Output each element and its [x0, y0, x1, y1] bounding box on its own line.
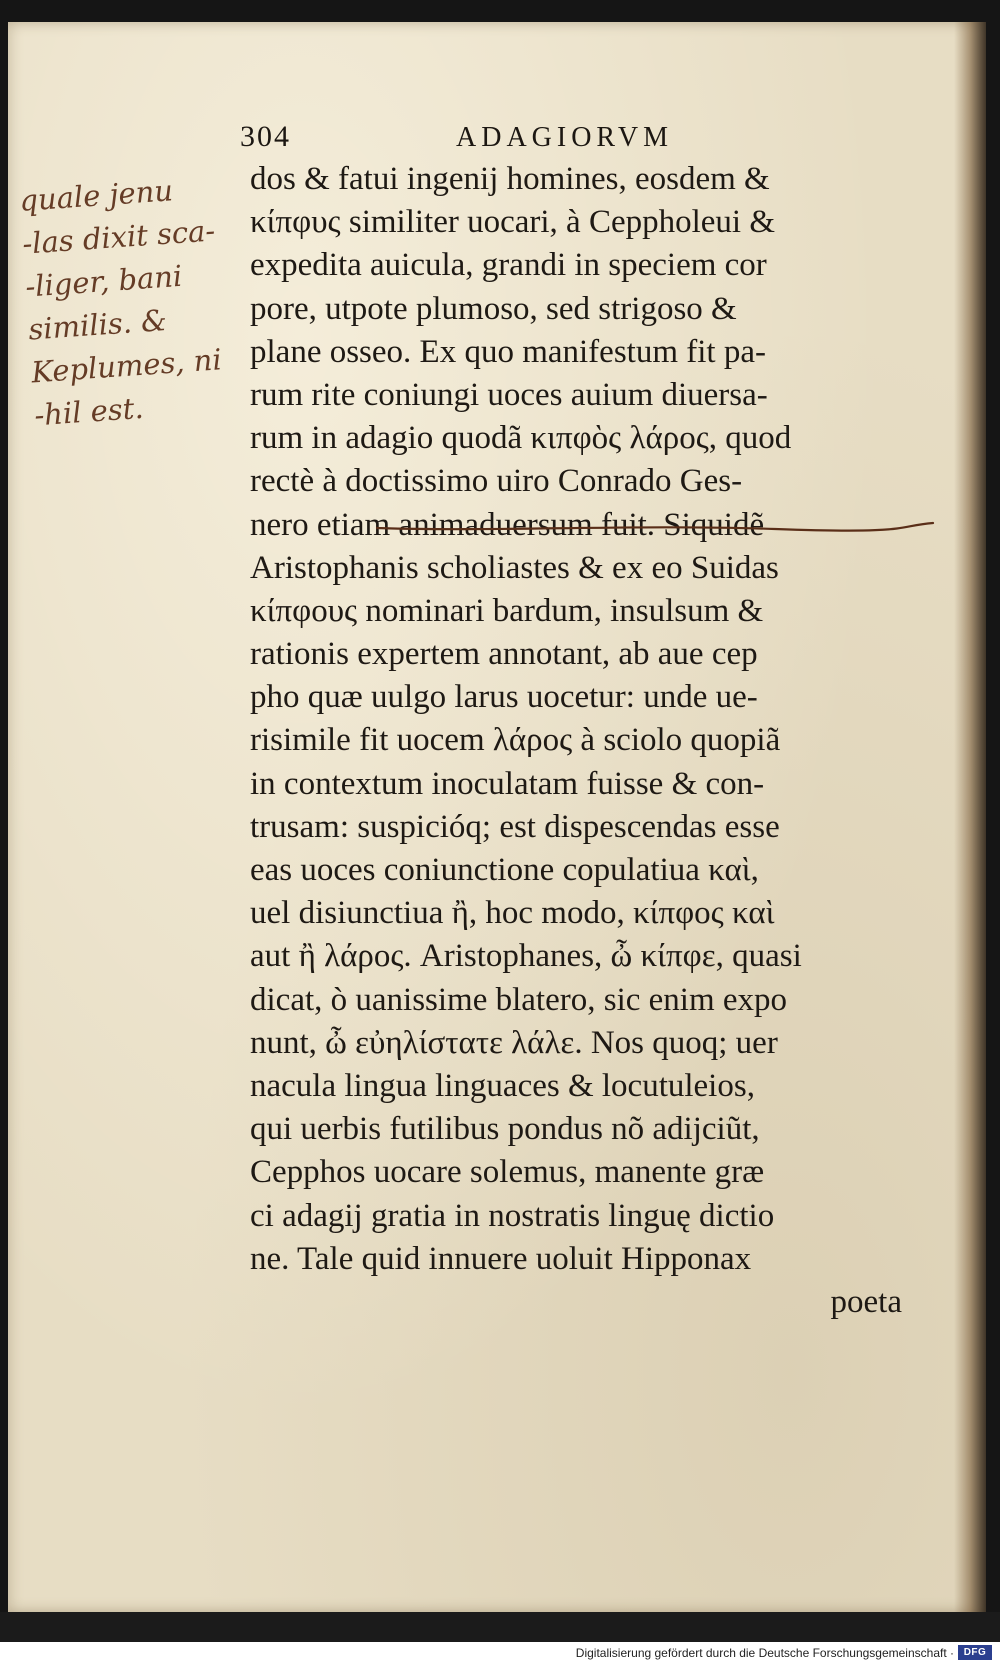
text-line: in contextum inoculatam fuisse & con- — [250, 765, 765, 802]
margin-note-line: -hil est. — [33, 390, 145, 433]
text-line: nacula lingua linguaces & locutuleios, — [250, 1067, 755, 1104]
text-line: risimile fit uocem λάρος à sciolo quopiã — [250, 722, 781, 759]
page-header — [240, 120, 780, 160]
margin-note-line: quale jenu — [18, 173, 174, 218]
bottom-dark-band — [0, 1612, 1000, 1642]
text-line: rum rite coniungi uoces auium diuersa- — [250, 376, 768, 413]
margin-note-line: -las dixit sca- — [21, 213, 217, 261]
text-line: rum in adagio quodã κιπφὸς λάρος, quod — [250, 420, 792, 457]
text-line: uel disiunctiua ἢ, hoc modo, κίπφος καὶ — [250, 895, 775, 932]
text-line: κίπφυς similiter uocari, à Ceppholeui & — [250, 204, 776, 241]
text-line: Aristophanis scholiastes & ex eo Suidas — [250, 549, 779, 586]
text-line: κίπφους nominari bardum, insulsum & — [250, 592, 764, 629]
text-line: plane osseo. Ex quo manifestum fit pa- — [250, 333, 766, 370]
text-line: expedita auicula, grandi in speciem cor — [250, 247, 767, 284]
text-line: rationis expertem annotant, ab aue cep — [250, 636, 758, 673]
body-text — [250, 158, 940, 1324]
margin-note-line: Keplumes, ni — [30, 342, 223, 390]
funding-credit: Digitalisierung gefördert durch die Deutsche Forschungsgemeinschaft · — [575, 1646, 954, 1660]
text-line: ne. Tale quid innuere uoluit Hipponax — [250, 1240, 752, 1277]
text-line: pho quæ uulgo larus uocetur: unde ue- — [250, 679, 758, 716]
text-line: aut ἢ λάρος. Aristophanes, ὦ κίπφε, quasi — [250, 938, 802, 975]
dfg-logo: DFG — [958, 1645, 992, 1660]
text-line: qui uerbis futilibus pondus nõ adijciũt, — [250, 1111, 760, 1148]
page-edge-shadow — [954, 22, 986, 1612]
text-line: rectè à doctissimo uiro Conrado Ges- — [250, 463, 743, 500]
text-line: nero etiam animaduersum fuit. Siquidẽ — [250, 506, 765, 543]
digitization-footer — [0, 1642, 1000, 1664]
margin-note-line: similis. & — [27, 303, 168, 347]
handwritten-margin-note — [18, 164, 260, 437]
text-line: trusam: suspicióq; est dispescendas esse — [250, 808, 780, 845]
margin-note-line: -liger, bani — [24, 258, 184, 304]
text-line: Cepphos uocare solemus, manente græ — [250, 1154, 765, 1191]
handwritten-underline — [375, 520, 935, 534]
text-line: nunt, ὦ εὐηλίστατε λάλε. Nos quoq; uer — [250, 1024, 778, 1061]
text-line: eas uoces coniunctione copulatiua καὶ, — [250, 852, 759, 888]
text-line: ci adagij gratia in nostratis linguę dictio — [250, 1197, 775, 1234]
folio-number: 304 — [240, 120, 291, 153]
text-line: dos & fatui ingenij homines, eosdem & — [250, 161, 770, 197]
text-line: pore, utpote plumoso, sed strigoso & — [250, 290, 737, 327]
text-line: dicat, ò uanissime blatero, sic enim expo — [250, 981, 788, 1018]
catchword: poeta — [830, 1283, 902, 1320]
running-title: ADAGIORVM — [456, 122, 673, 153]
